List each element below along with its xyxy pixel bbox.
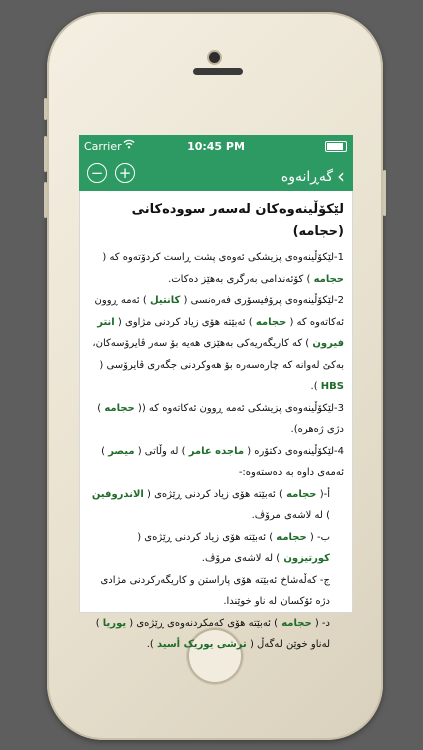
screen [79,135,353,650]
highlight-term: یوریا [102,617,127,629]
back-button[interactable] [281,162,345,186]
back-label: گەڕانەوە [280,169,333,185]
highlight-term: الاندروفین [91,488,144,500]
highlight-term: میصر [108,445,135,457]
plus-icon: + [118,164,132,182]
status-time: 10:45 PM [187,140,245,153]
power-button [383,170,386,216]
battery-icon [325,141,347,152]
paragraph-1: 1-لێکۆڵینەوەی پزیشکی ئەوەی پشت ڕاست کردۆتەوە کە ( حجامە ) کۆئەندامی بەرگری بەهێز دەکات. [102,252,344,285]
highlight-term: کانتیل [149,295,181,306]
highlight-term: انتر فیرون [97,316,344,349]
paragraph-2: 2-لێکۆڵینەوەی پرۆفیسۆری فەرەنسی ( کانتیل ) ئەمە ڕوون ئەکاتەوە کە ( حجامە ) ئەبێتە هۆی زیاد کردنی مژاوی ( انتر فیرون ) کە کاریگەریەکی بەهێزی هەیە بۆ سەر ڤایرۆسەکان، بەکێ لەوانە کە چارەسەرە بۆ هەوکردنی جگەری ڤایرۆسی ( HBS ). [92,295,344,392]
carrier-label: Carrier [84,140,122,153]
highlight-term: ترشی یوریک أسید [156,639,247,650]
sub-point-d: د- ( حجامە ) ئەبێتە هۆی کەمکردنەوەی ڕێژەی ( یوریا ) لەناو خوێن لەگەڵ ( ترشی یوریک أسید ). [95,617,330,650]
highlight-term: حجامە [286,488,317,500]
highlight-term: کورتیزون [283,553,330,564]
navigation-bar [79,157,353,191]
minus-icon: − [90,164,104,182]
highlight-term: حجامە [255,316,287,328]
volume-up-button [44,136,47,172]
paragraph-4: 4-لێکۆڵینەوەی دکتۆرە ( ماجدە عامر ) لە وڵاتی ( میصر ) ئەمەی داوە بە دەستەوە:- [101,445,344,478]
volume-down-button [44,182,47,218]
zoom-in-button[interactable] [115,163,135,183]
article-content [79,191,353,650]
zoom-out-button[interactable] [87,163,107,183]
highlight-term: HBS [320,381,344,392]
highlight-term: ماجدە عامر [188,445,245,457]
sub-point-b: ب- ( حجامە ) ئەبێتە هۆی زیاد کردنی ڕێژەی ( کورتیزون ) لە لاشەی مرۆڤ. [137,531,330,564]
chevron-left-icon: ‹ [337,164,345,188]
earpiece-speaker [193,68,243,75]
sub-point-c: ج- کەڵەشاخ ئەبێتە هۆی پاراستن و کاریگەرکردنی مژادی دژە ئۆکسان لە ناو خوێندا. [100,574,330,607]
highlight-term: حجامە [281,617,312,629]
status-bar [79,135,353,157]
front-camera [209,52,220,63]
article-title: لێکۆڵینەوەکان لەسەر سوودەکانی (حجامە) [131,202,344,239]
sub-point-a: أ-( حجامە ) ئەبێتە هۆی زیاد کردنی ڕێژەی ( الاندروفین ) لە لاشەی مرۆڤ. [91,488,330,521]
highlight-term: حجامە [104,402,135,414]
highlight-term: حجامە [276,531,307,543]
paragraph-3: 3-لێکۆڵینەوەی پزیشکی ئەمە ڕوون ئەکاتەوە کە (( حجامە ) دژی ژەهرە). [97,402,344,435]
mute-switch [44,98,47,120]
highlight-term: حجامە [313,273,344,285]
